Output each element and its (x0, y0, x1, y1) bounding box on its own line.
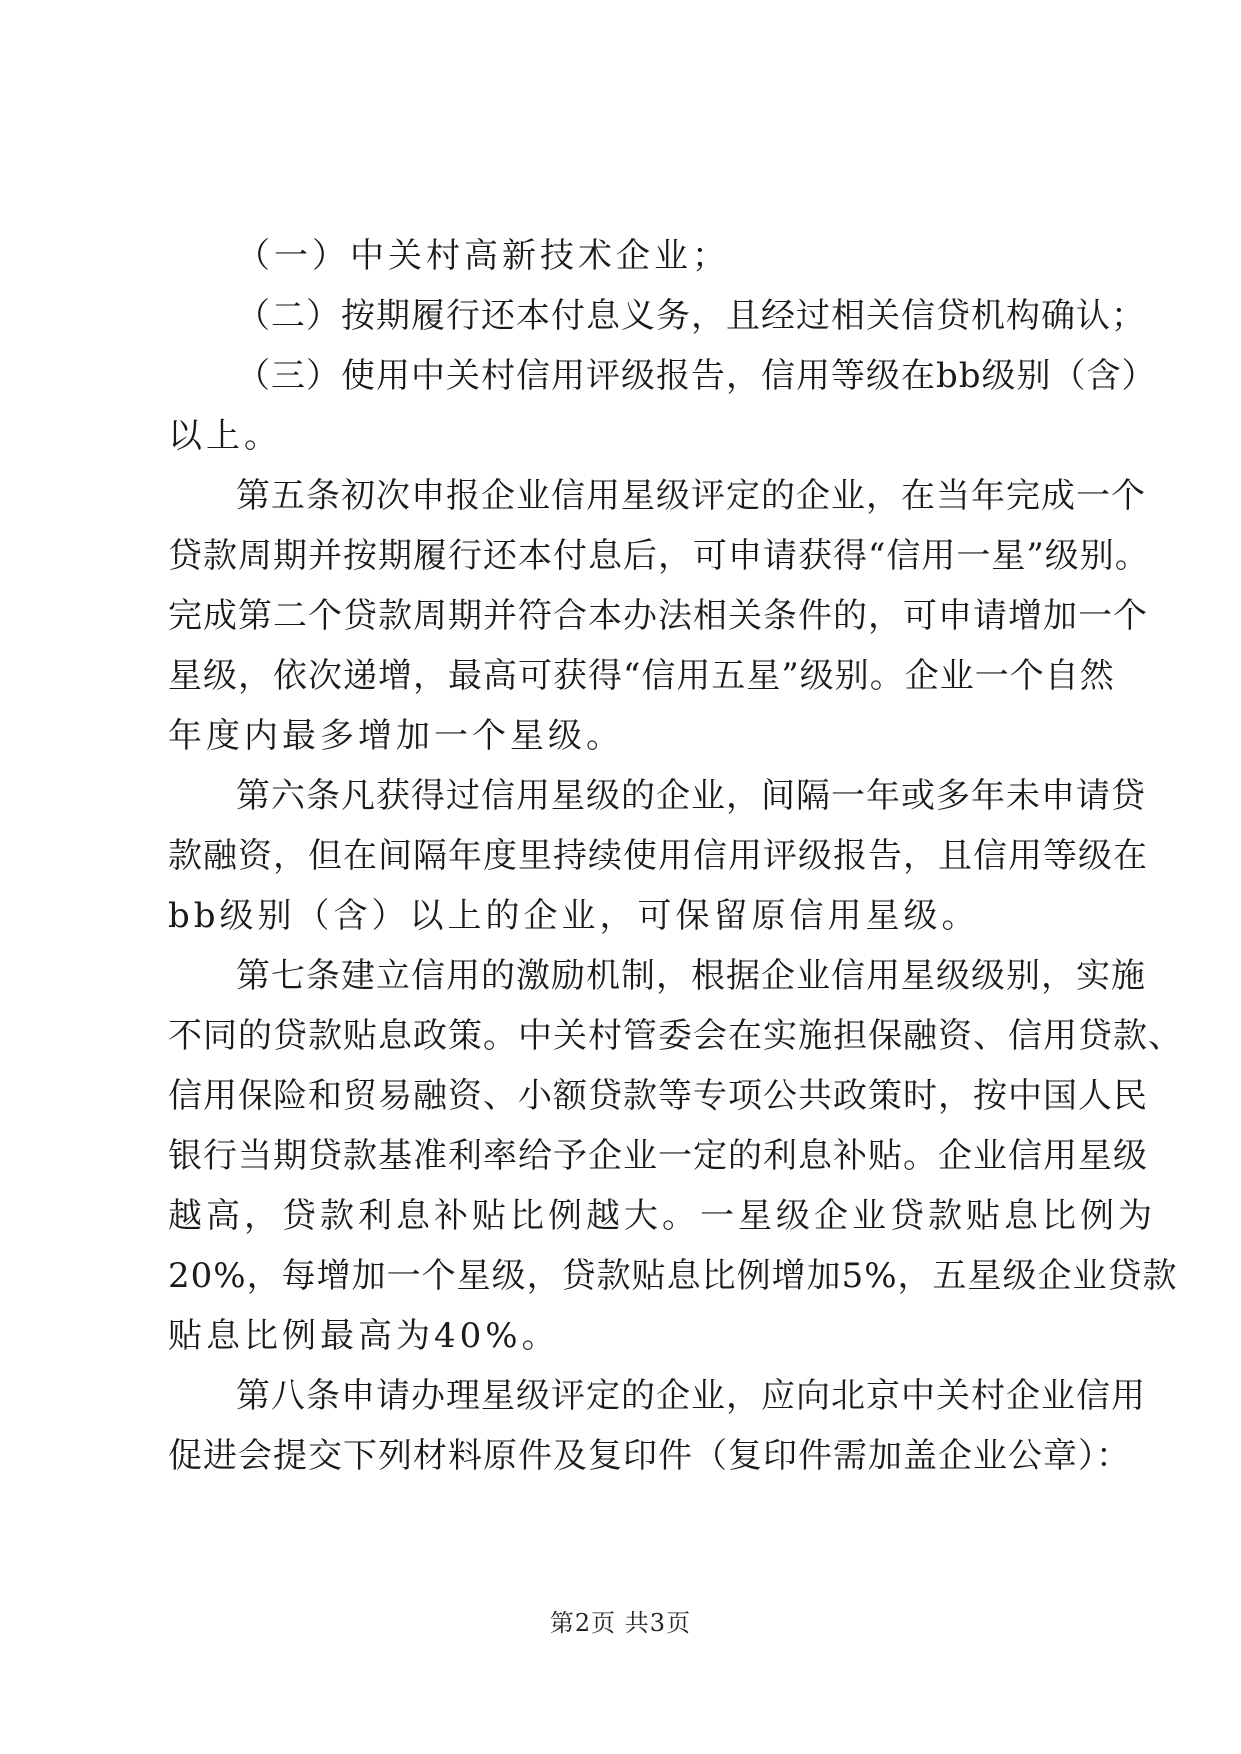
text-line: 第六条凡获得过信用星级的企业，间隔一年或多年未申请贷 (236, 776, 1146, 816)
text-line: （三）使用中关村信用评级报告，信用等级在bb级别（含） (236, 356, 1157, 396)
text-line: 银行当期贷款基准利率给予企业一定的利息补贴。企业信用星级 (168, 1136, 1148, 1176)
text-line: 贴息比例最高为40%。 (168, 1316, 560, 1356)
text-line: 20%，每增加一个星级，贷款贴息比例增加5%，五星级企业贷款 (168, 1256, 1178, 1296)
text-line: （二）按期履行还本付息义务，且经过相关信贷机构确认； (236, 296, 1146, 336)
document-body (168, 226, 1183, 1486)
text-line: 不同的贷款贴息政策。中关村管委会在实施担保融资、信用贷款、 (168, 1016, 1183, 1056)
text-line: 信用保险和贸易融资、小额贷款等专项公共政策时，按中国人民 (168, 1076, 1148, 1116)
text-line: 第八条申请办理星级评定的企业，应向北京中关村企业信用 (236, 1376, 1146, 1416)
text-line: 促进会提交下列材料原件及复印件（复印件需加盖企业公章）： (168, 1436, 1131, 1476)
page-footer: 第2页 共3页 (549, 1609, 692, 1637)
text-line: 第五条初次申报企业信用星级评定的企业，在当年完成一个 (236, 476, 1146, 516)
text-line: 星级，依次递增，最高可获得“信用五星”级别。企业一个自然 (168, 656, 1115, 696)
text-line: bb级别（含）以上的企业，可保留原信用星级。 (168, 896, 980, 936)
text-line: 完成第二个贷款周期并符合本办法相关条件的，可申请增加一个 (168, 596, 1148, 636)
text-line: 款融资，但在间隔年度里持续使用信用评级报告，且信用等级在 (168, 836, 1148, 876)
text-line: 以上。 (168, 416, 282, 456)
text-line: 年度内最多增加一个星级。 (168, 716, 624, 756)
text-line: 贷款周期并按期履行还本付息后，可申请获得“信用一星”级别。 (168, 536, 1150, 576)
text-line: 第七条建立信用的激励机制，根据企业信用星级级别，实施 (236, 956, 1146, 996)
text-line: （一）中关村高新技术企业； (236, 236, 730, 276)
text-line: 越高，贷款利息补贴比例越大。一星级企业贷款贴息比例为 (168, 1196, 1156, 1236)
